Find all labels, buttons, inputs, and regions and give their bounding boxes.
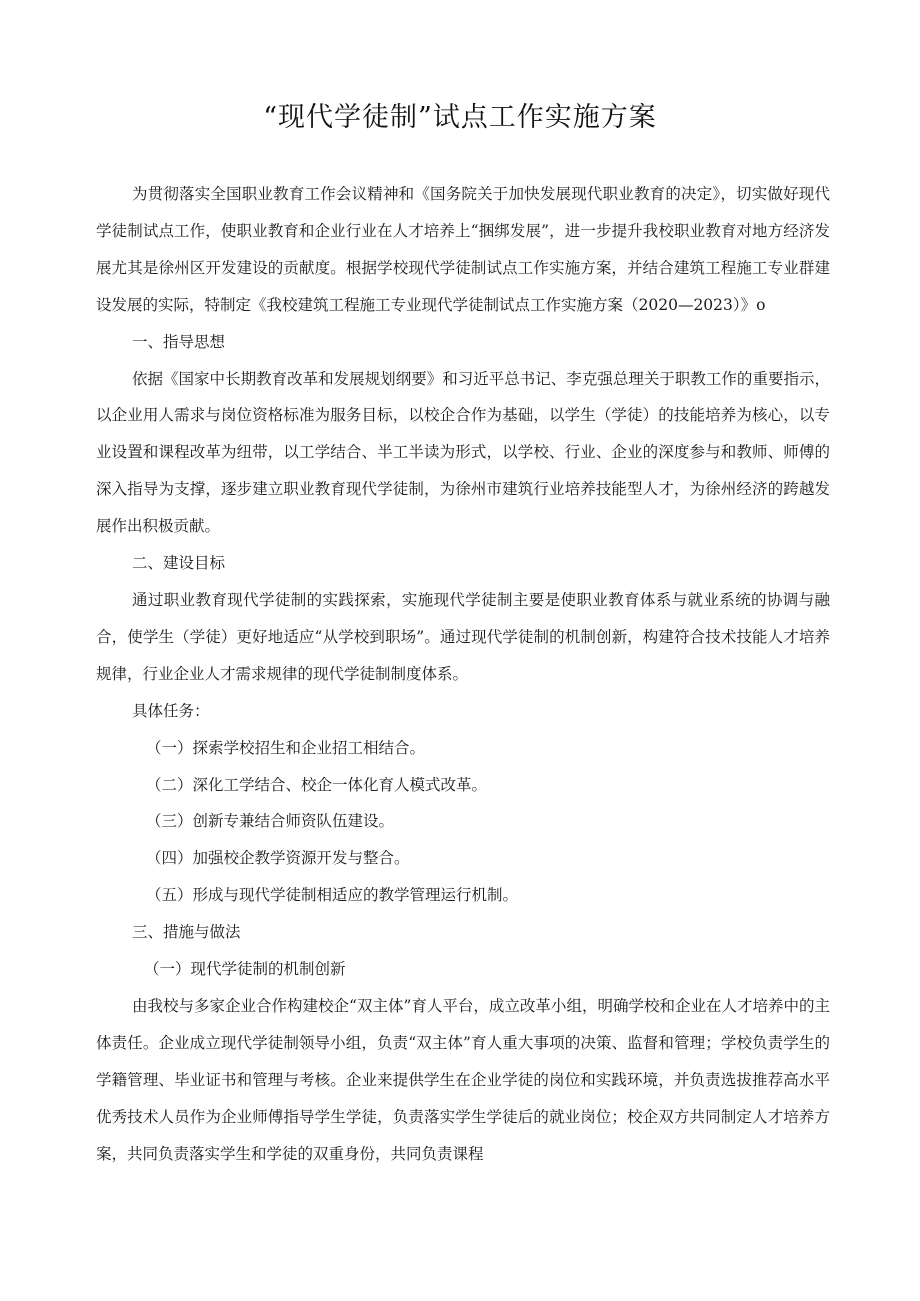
task-item: （四）加强校企教学资源开发与整合。 <box>146 849 410 868</box>
section-heading-measures: 三、措施与做法 <box>132 923 241 942</box>
task-item: （一）探索学校招生和企业招工相结合。 <box>146 738 426 757</box>
goals-paragraph: 通过职业教育现代学徒制的实践探索，实施现代学徒制主要是使职业教育体系与就业系统的协调与融合，使学生（学徒）更好地适应“从学校到职场”。通过现代学徒制的机制创新，构建符合技术技能人才培养规律，行业企业人才需求规律的现代学徒制制度体系。 <box>96 590 830 683</box>
mechanism-paragraph: 由我校与多家企业合作构建校企“双主体”育人平台，成立改革小组，明确学校和企业在人才培养中的主体责任。企业成立现代学徒制领导小组，负责“双主体”育人重大事项的决策、监督和管理；学校负责学生的学籍管理、毕业证书和管理与考核。企业来提供学生在企业学徒的岗位和实践环境，并负责选拔推荐高水平优秀技术人员作为企业师傅指导学生学徒，负责落实学生学徒后的就业岗位；校企双方共同制定人才培养方案，共同负责落实学生和学徒的双重身份，共同负责课程 <box>96 996 830 1163</box>
tasks-heading: 具体任务： <box>132 701 210 720</box>
document-title: “现代学徒制”试点工作实施方案 <box>263 102 657 133</box>
task-item: （三）创新专兼结合师资队伍建设。 <box>146 812 395 831</box>
guiding-thought-paragraph: 依据《国家中长期教育改革和发展规划纲要》和习近平总书记、李克强总理关于职教工作的重要指示，以企业用人需求与岗位资格标准为服务目标，以校企合作为基础，以学生（学徒）的技能培养为核心，以专业设置和课程改革为纽带，以工学结合、半工半读为形式，以学校、行业、企业的深度参与和教师、师傅的深入指导为支撑，逐步建立职业教育现代学徒制，为徐州市建筑行业培养技能型人才，为徐州经济的跨越发展作出积极贡献。 <box>96 369 830 536</box>
task-item: （五）形成与现代学徒制相适应的教学管理运行机制。 <box>146 886 519 905</box>
section-heading-guiding-thought: 一、指导思想 <box>132 332 226 351</box>
document-body <box>96 176 830 1172</box>
intro-paragraph: 为贯彻落实全国职业教育工作会议精神和《国务院关于加快发展现代职业教育的决定》，切实做好现代学徒制试点工作，使职业教育和企业行业在人才培养上“捆绑发展”，进一步提升我校职业教育对地方经济发展尤其是徐州区开发建设的贡献度。根据学校现代学徒制试点工作实施方案，并结合建筑工程施工专业群建设发展的实际，特制定《我校建筑工程施工专业现代学徒制试点工作实施方案（2020—2023）》o <box>96 185 830 314</box>
subsection-heading-mechanism: （一）现代学徒制的机制创新 <box>144 960 346 979</box>
section-heading-goals: 二、建设目标 <box>132 554 226 573</box>
task-item: （二）深化工学结合、校企一体化育人模式改革。 <box>146 775 488 794</box>
